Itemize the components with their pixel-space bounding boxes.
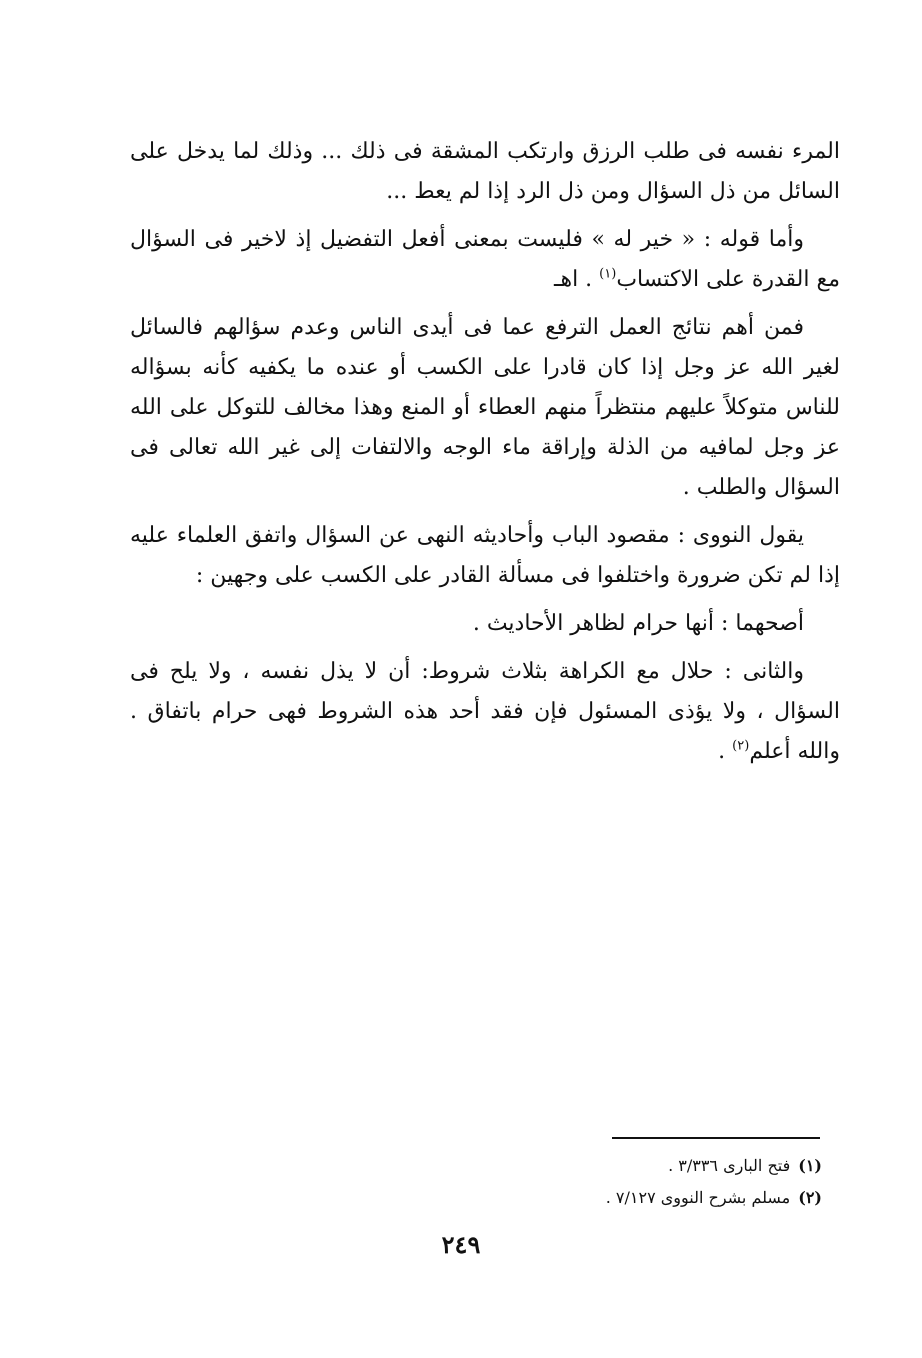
paragraph-6-text: والثانى : حلال مع الكراهة بثلاث شروط: أن لا يذل نفسه ، ولا يلح فى السؤال ، ولا يؤذى المسئول فإن فقد أحد هذه الشروط فهى حرام باتفاق . والله أعلم: [130, 659, 840, 764]
paragraph-2-tail: . اهـ: [554, 267, 600, 292]
footnote-1-text: فتح البارى ٣/٣٣٦ .: [668, 1156, 791, 1175]
footnote-1: [420, 1150, 822, 1182]
paragraph-1-text: المرء نفسه فى طلب الرزق وارتكب المشقة فى ذلك ... وذلك لما يدخل على السائل من ذل السؤال ومن ذل الرد إذا لم يعط ...: [130, 139, 840, 204]
footnotes: [420, 1150, 822, 1214]
paragraph-2-text: وأما قوله : « خير له » فليست بمعنى أفعل التفضيل إذ لاخير فى السؤال مع القدرة على الاكتساب: [130, 227, 840, 292]
paragraph-3: [130, 308, 840, 508]
footnote-divider: [612, 1137, 820, 1139]
paragraph-6-tail: .: [718, 739, 733, 764]
paragraph-4: [130, 516, 840, 596]
paragraph-1: [130, 132, 840, 212]
paragraph-4-text: يقول النووى : مقصود الباب وأحاديثه النهى عن السؤال واتفق العلماء عليه إذا لم تكن ضرورة واختلفوا فى مسألة القادر على الكسب على وجهين :: [130, 523, 840, 588]
footnote-2: [420, 1182, 822, 1214]
paragraph-6: [130, 652, 840, 772]
main-text: [130, 132, 840, 780]
paragraph-5: [130, 604, 840, 644]
footnote-ref-2: (٢): [732, 738, 750, 754]
footnote-2-text: مسلم بشرح النووى ٧/١٢٧ .: [605, 1188, 791, 1207]
paragraph-2: [130, 220, 840, 300]
footnote-ref-1: (١): [599, 266, 617, 282]
paragraph-3-text: فمن أهم نتائج العمل الترفع عما فى أيدى الناس وعدم سؤالهم فالسائل لغير الله عز وجل إذا كان قادرا على الكسب أو عنده ما يكفيه كأنه بسؤاله للناس متوكلاً عليهم منتظراً منهم العطاء أو المنع وهذا مخالف للتوكل على الله عز وجل لمافيه من الذلة وإراقة ماء الوجه والالتفات إلى غير الله تعالى فى السؤال والطلب .: [130, 315, 840, 500]
paragraph-5-text: أصحهما : أنها حرام لظاهر الأحاديث .: [472, 611, 804, 636]
page-number: ٢٤٩: [441, 1230, 481, 1259]
footnote-2-number: (٢): [798, 1188, 822, 1207]
footnote-1-number: (١): [798, 1156, 822, 1175]
